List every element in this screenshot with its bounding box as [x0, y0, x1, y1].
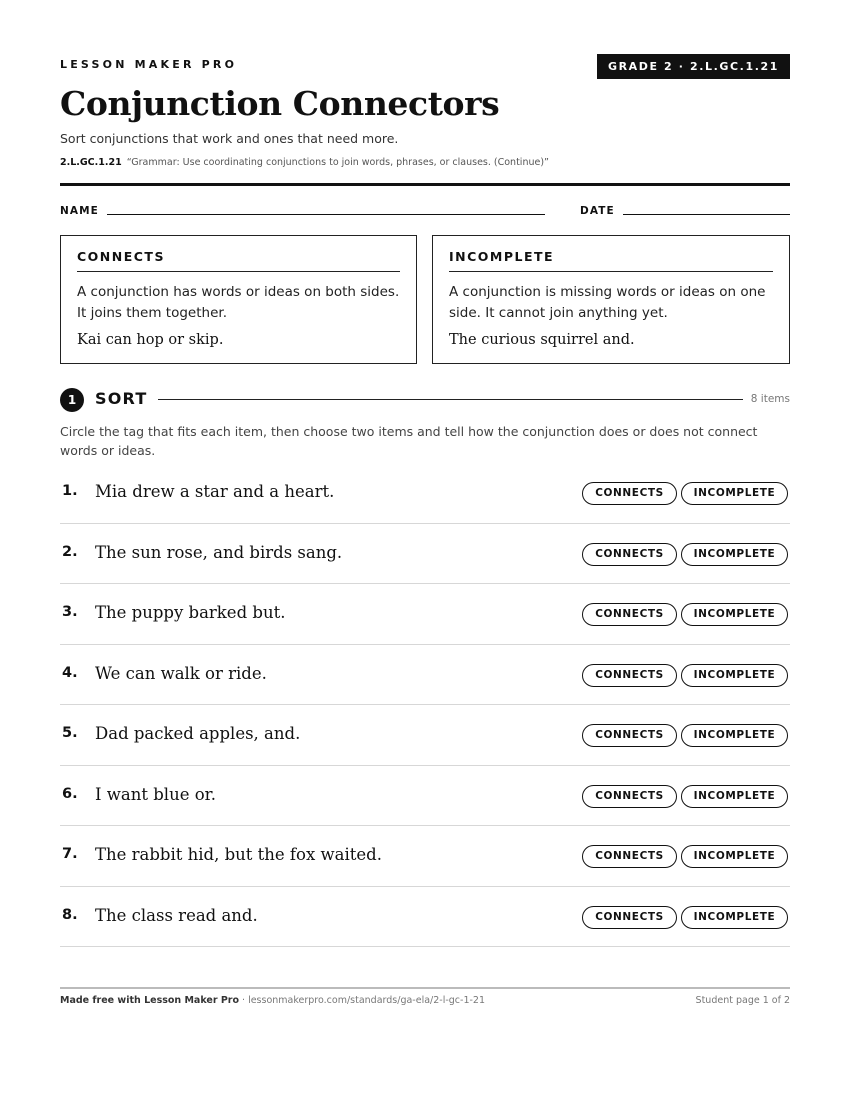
tag-group: [578, 844, 788, 868]
grade-badge: GRADE 2 · 2.L.GC.1.21: [597, 54, 790, 79]
definition-title: CONNECTS: [77, 249, 400, 272]
connects-tag[interactable]: CONNECTS: [582, 906, 677, 929]
item-sentence: The sun rose, and birds sang.: [95, 542, 343, 562]
definition-title: INCOMPLETE: [449, 249, 773, 272]
header-divider: [60, 183, 790, 186]
item-number: 7.: [62, 846, 78, 862]
list-item: [60, 524, 790, 585]
item-number: 6.: [62, 785, 78, 802]
item-sentence: The puppy barked but.: [95, 603, 286, 622]
name-label: NAME: [60, 205, 99, 217]
item-number: 1.: [62, 483, 78, 499]
list-item: [60, 584, 790, 645]
item-number: 2.: [62, 543, 78, 560]
brand-name: LESSON MAKER PRO: [60, 58, 238, 71]
incomplete-tag[interactable]: INCOMPLETE: [681, 906, 788, 929]
name-field[interactable]: [107, 214, 545, 215]
connects-tag[interactable]: CONNECTS: [582, 603, 677, 626]
connects-tag[interactable]: CONNECTS: [582, 543, 677, 566]
section-instructions: Circle the tag that fits each item, then choose two items and tell how the conjunction does or does not connect words or ideas.: [60, 424, 758, 458]
definition-description: A conjunction is missing words or ideas on one side. It cannot join anything yet.: [449, 284, 766, 321]
item-number: 8.: [62, 906, 78, 923]
tag-group: [578, 663, 788, 687]
tag-group: [578, 723, 788, 747]
worksheet-page: [60, 0, 790, 1100]
connects-tag[interactable]: CONNECTS: [582, 785, 677, 808]
footer-credit: [60, 995, 485, 1006]
definition-example: Kai can hop or skip.: [77, 332, 224, 348]
item-sentence: Dad packed apples, and.: [95, 724, 301, 743]
list-item: [60, 826, 790, 887]
section-divider: [158, 399, 743, 400]
connects-definition-box: [60, 235, 417, 364]
item-number: 4.: [62, 664, 78, 681]
item-sentence: We can walk or ride.: [95, 663, 267, 683]
incomplete-definition-box: [432, 235, 790, 364]
list-item: [60, 645, 790, 706]
item-list: [60, 463, 790, 947]
list-item: [60, 766, 790, 827]
item-count: 8 items: [750, 393, 790, 405]
incomplete-tag[interactable]: INCOMPLETE: [681, 543, 788, 566]
standard-description: “Grammar: Use coordinating conjunctions to join words, phrases, or clauses. (Continue)”: [126, 157, 549, 168]
connects-tag[interactable]: CONNECTS: [582, 845, 677, 868]
item-sentence: Mia drew a star and a heart.: [95, 482, 335, 501]
incomplete-tag[interactable]: INCOMPLETE: [681, 664, 788, 687]
item-number: 3.: [62, 604, 78, 620]
incomplete-tag[interactable]: INCOMPLETE: [681, 482, 788, 505]
tag-group: [578, 542, 788, 566]
incomplete-tag[interactable]: INCOMPLETE: [681, 724, 788, 747]
connects-tag[interactable]: CONNECTS: [582, 664, 677, 687]
list-item: [60, 887, 790, 948]
connects-tag[interactable]: CONNECTS: [582, 724, 677, 747]
incomplete-tag[interactable]: INCOMPLETE: [681, 785, 788, 808]
item-sentence: I want blue or.: [95, 784, 216, 804]
page-number: Student page 1 of 2: [695, 995, 790, 1006]
footer-url[interactable]: · lessonmakerpro.com/standards/ga-ela/2-l-gc-1-21: [239, 995, 486, 1006]
tag-group: [578, 905, 788, 929]
section-title: SORT: [95, 389, 148, 408]
footer-divider: [60, 987, 790, 989]
item-sentence: The class read and.: [95, 905, 258, 925]
section-number-badge: 1: [60, 388, 84, 412]
page-subtitle: Sort conjunctions that work and ones that need more.: [60, 131, 399, 146]
tag-group: [578, 784, 788, 808]
connects-tag[interactable]: CONNECTS: [582, 482, 677, 505]
definition-example: The curious squirrel and.: [449, 332, 635, 348]
tag-group: [578, 481, 788, 505]
item-sentence: The rabbit hid, but the fox waited.: [95, 845, 382, 864]
list-item: [60, 463, 790, 524]
page-title: Conjunction Connectors: [60, 84, 500, 123]
item-number: 5.: [62, 725, 78, 741]
incomplete-tag[interactable]: INCOMPLETE: [681, 603, 788, 626]
made-with-text: Made free with Lesson Maker Pro: [60, 995, 240, 1006]
list-item: [60, 705, 790, 766]
date-label: DATE: [580, 205, 615, 217]
incomplete-tag[interactable]: INCOMPLETE: [681, 845, 788, 868]
standard-code: 2.L.GC.1.21: [60, 157, 122, 168]
definition-description: A conjunction has words or ideas on both sides. It joins them together.: [77, 284, 400, 321]
date-field[interactable]: [623, 214, 790, 215]
standard-line: [60, 157, 549, 168]
tag-group: [578, 602, 788, 626]
